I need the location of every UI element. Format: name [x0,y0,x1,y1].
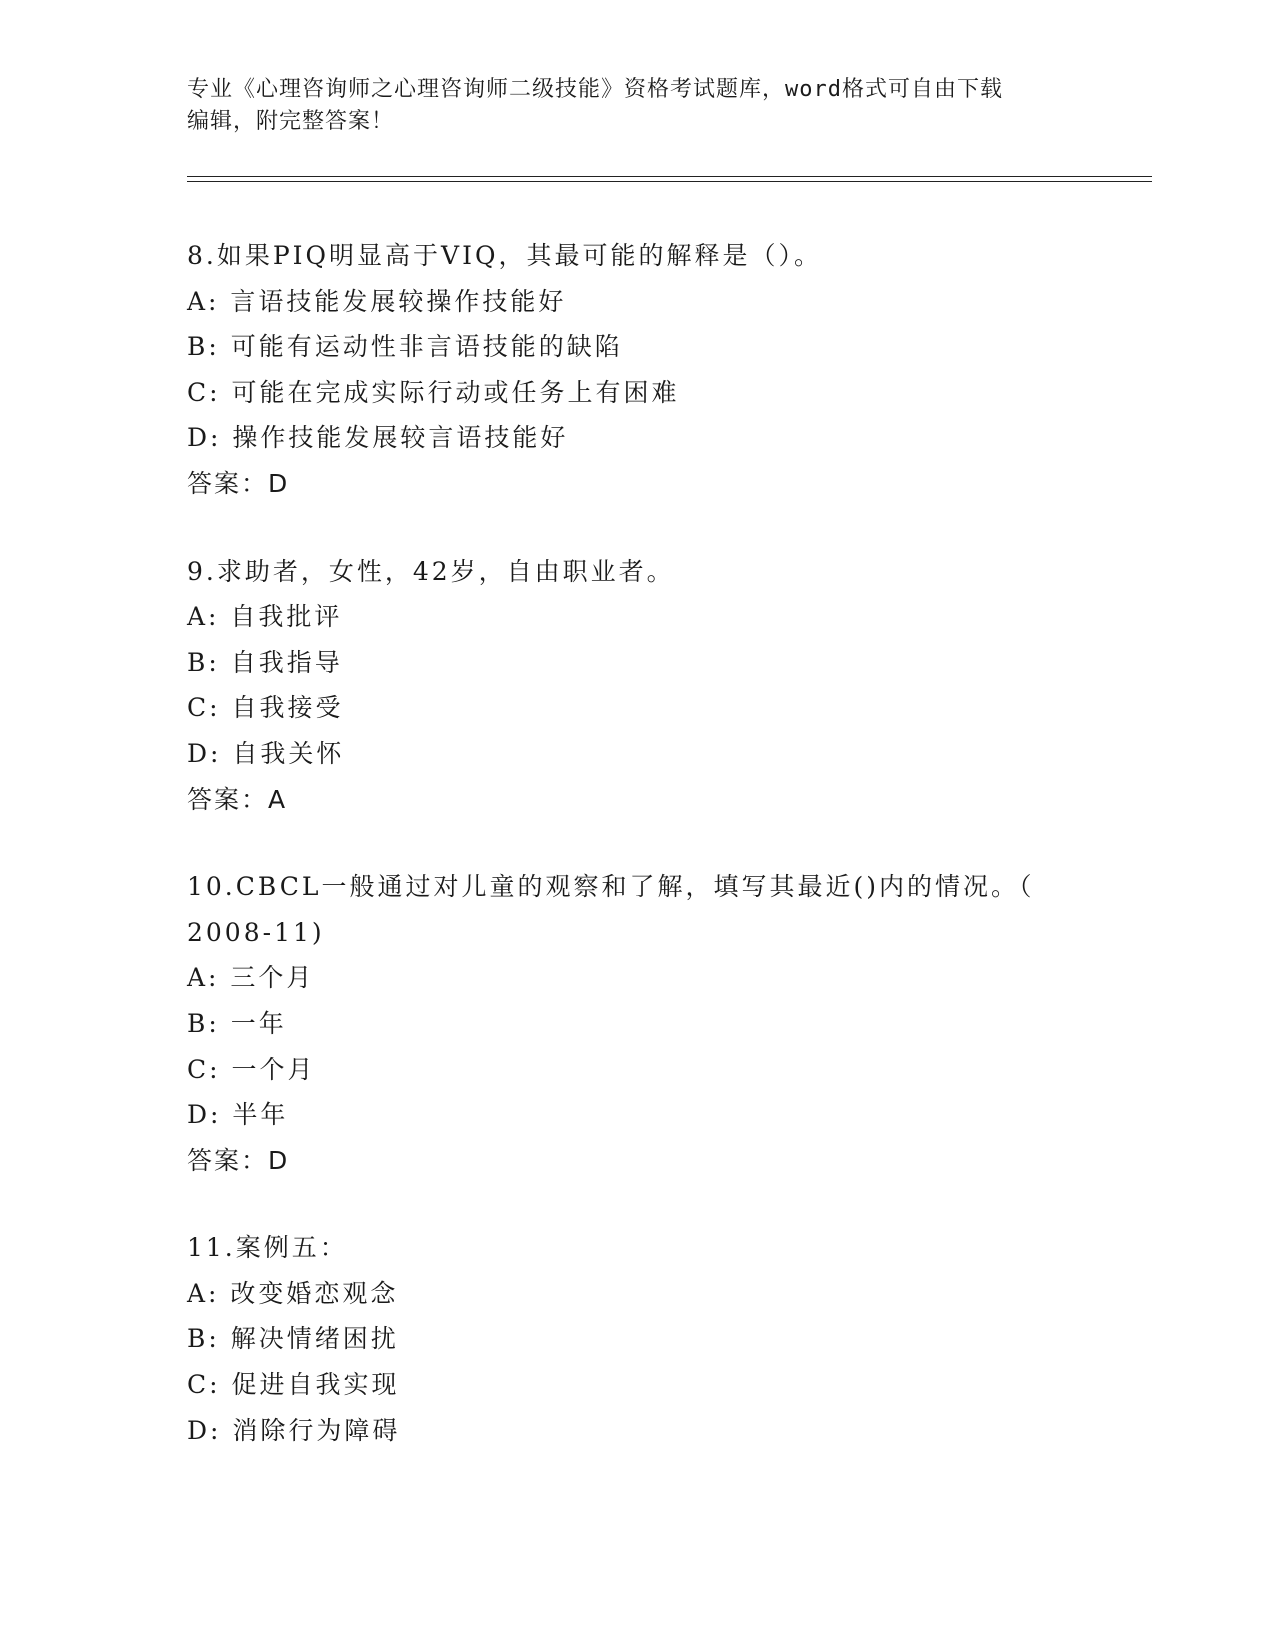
option-c: C: 促进自我实现 [187,1370,400,1400]
option-d: D: 半年 [187,1100,289,1130]
option-d: D: 自我关怀 [187,738,345,768]
answer-label: 答案：D [187,468,290,498]
option-b: B: 一年 [187,1008,287,1038]
option-a: A: 言语技能发展较操作技能好 [187,286,567,316]
option-a: A: 三个月 [187,963,315,993]
option-b: B: 自我指导 [187,647,343,677]
header-divider-top [187,176,1152,177]
option-c: C: 自我接受 [187,693,344,723]
option-a: A: 改变婚恋观念 [187,1278,399,1308]
option-d: D: 消除行为障碍 [187,1415,401,1445]
question-11 [187,1225,1087,1453]
header-divider-bottom [187,181,1152,182]
option-b: B: 可能有运动性非言语技能的缺陷 [187,332,623,362]
option-d: D: 操作技能发展较言语技能好 [187,423,569,453]
question-stem: 10.CBCL一般通过对儿童的观察和了解，填写其最近()内的情况。（ [187,872,1035,902]
answer-label: 答案：A [187,784,288,814]
question-10 [187,864,1087,1183]
option-c: C: 一个月 [187,1054,316,1084]
option-c: C: 可能在完成实际行动或任务上有困难 [187,377,680,407]
question-stem-continued: 2008-11) [187,917,325,947]
question-stem: 8.如果PIQ明显高于VIQ，其最可能的解释是（）。 [187,241,822,270]
answer-label: 答案：D [187,1145,290,1175]
header-line-1: 专业《心理咨询师之心理咨询师二级技能》资格考试题库，word格式可自由下载 [187,77,1003,102]
question-8 [187,233,1087,507]
question-9 [187,549,1087,823]
document-header-note [187,74,1087,138]
option-a: A: 自我批评 [187,602,343,632]
option-b: B: 解决情绪困扰 [187,1324,399,1354]
question-stem: 9.求助者，女性，42岁，自由职业者。 [187,556,675,586]
question-stem: 11.案例五： [187,1233,348,1263]
question-list [187,233,1087,1495]
header-line-2: 编辑，附完整答案！ [187,109,395,134]
